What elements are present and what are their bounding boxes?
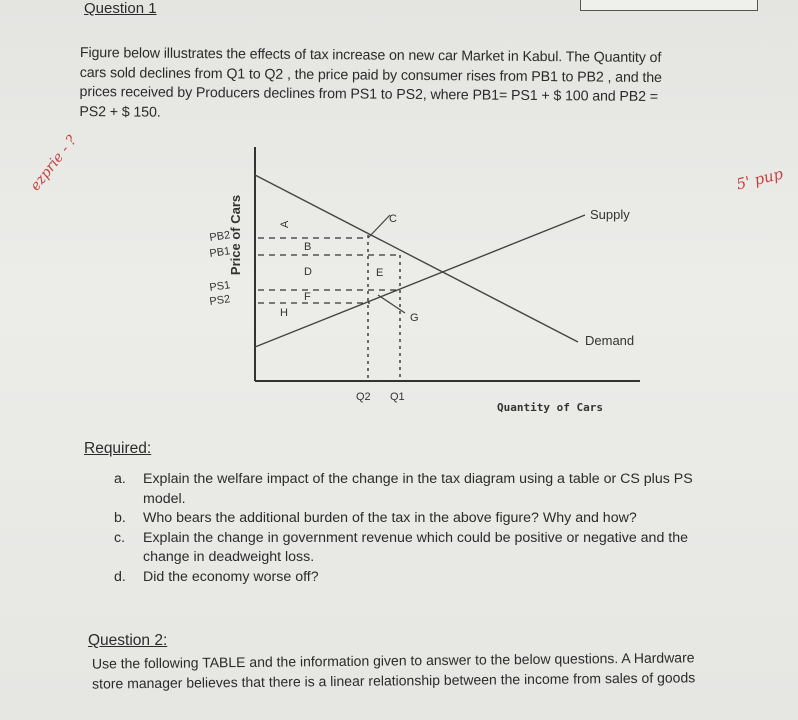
tax-wedge-line-lower bbox=[378, 295, 405, 313]
paragraph-line: Figure below illustrates the effects of tax increase on new car Market in Kabul. The Quantity of bbox=[79, 44, 662, 67]
question-2-line: Use the following TABLE and the information given to answer to the below questions. A Hardware bbox=[91, 649, 695, 672]
item-letter: a. bbox=[114, 471, 126, 487]
question-2-text bbox=[92, 646, 782, 693]
price-label-ps2: PS2 bbox=[208, 293, 232, 308]
tax-diagram bbox=[200, 135, 680, 425]
tax-wedge-line-upper bbox=[368, 215, 390, 238]
price-label-ps1: PS1 bbox=[208, 279, 232, 294]
area-label-b: B bbox=[304, 241, 312, 253]
list-item bbox=[114, 509, 784, 529]
quantity-label-q2: Q2 bbox=[356, 391, 371, 403]
handwritten-note-right: 5' pup bbox=[734, 164, 785, 194]
required-title: Required: bbox=[84, 440, 152, 457]
item-letter: d. bbox=[114, 568, 126, 585]
area-label-c: C bbox=[389, 213, 397, 225]
item-text-continued: model. bbox=[143, 490, 186, 507]
area-label-f: F bbox=[304, 291, 311, 303]
item-letter: b. bbox=[114, 510, 126, 526]
top-cut-box bbox=[580, 0, 758, 11]
demand-label: Demand bbox=[585, 333, 635, 348]
question-2-line: store manager believes that there is a linear relationship between the income from sales of goods bbox=[92, 669, 696, 692]
price-label-pb2: PB2 bbox=[208, 229, 232, 244]
item-text: Who bears the additional burden of the tax in the above figure? Why and how? bbox=[143, 510, 637, 526]
x-axis-label: Quantity of Cars bbox=[497, 401, 603, 414]
supply-label: Supply bbox=[590, 207, 630, 222]
area-label-d: D bbox=[304, 266, 312, 278]
y-axis-label: Price of Cars bbox=[228, 194, 243, 276]
area-label-e: E bbox=[376, 267, 384, 279]
list-item bbox=[114, 568, 784, 588]
question-1-title: Question 1 bbox=[84, 0, 157, 17]
list-item bbox=[114, 529, 784, 568]
required-questions-list bbox=[114, 470, 784, 587]
item-text: Explain the welfare impact of the change in the tax diagram using a table or CS plus PS bbox=[143, 471, 693, 487]
paragraph-line: prices received by Producers declines from PS1 to PS2, where PB1= PS1 + $ 100 and PB2 = bbox=[79, 83, 659, 106]
list-item bbox=[114, 470, 784, 509]
item-text: Explain the change in government revenue which could be positive or negative and the bbox=[143, 529, 688, 546]
paragraph-line: cars sold declines from Q1 to Q2 , the price paid by consumer rises from PB1 to PB2 , and the bbox=[79, 64, 662, 86]
quantity-label-q1: Q1 bbox=[390, 391, 405, 403]
item-text: Did the economy worse off? bbox=[143, 568, 319, 585]
item-text-continued: change in deadweight loss. bbox=[143, 549, 315, 565]
price-label-pb1: PB1 bbox=[208, 245, 232, 260]
handwritten-note-left: ezprie - ? bbox=[27, 132, 81, 194]
question-1-paragraph bbox=[79, 44, 780, 128]
area-label-a: A bbox=[279, 220, 291, 228]
question-2-title: Question 2: bbox=[88, 632, 168, 649]
supply-curve bbox=[255, 215, 585, 347]
area-label-h: H bbox=[280, 307, 288, 319]
paragraph-line: PS2 + $ 150. bbox=[79, 103, 161, 121]
item-letter: c. bbox=[114, 529, 126, 546]
area-label-g: G bbox=[410, 312, 419, 324]
